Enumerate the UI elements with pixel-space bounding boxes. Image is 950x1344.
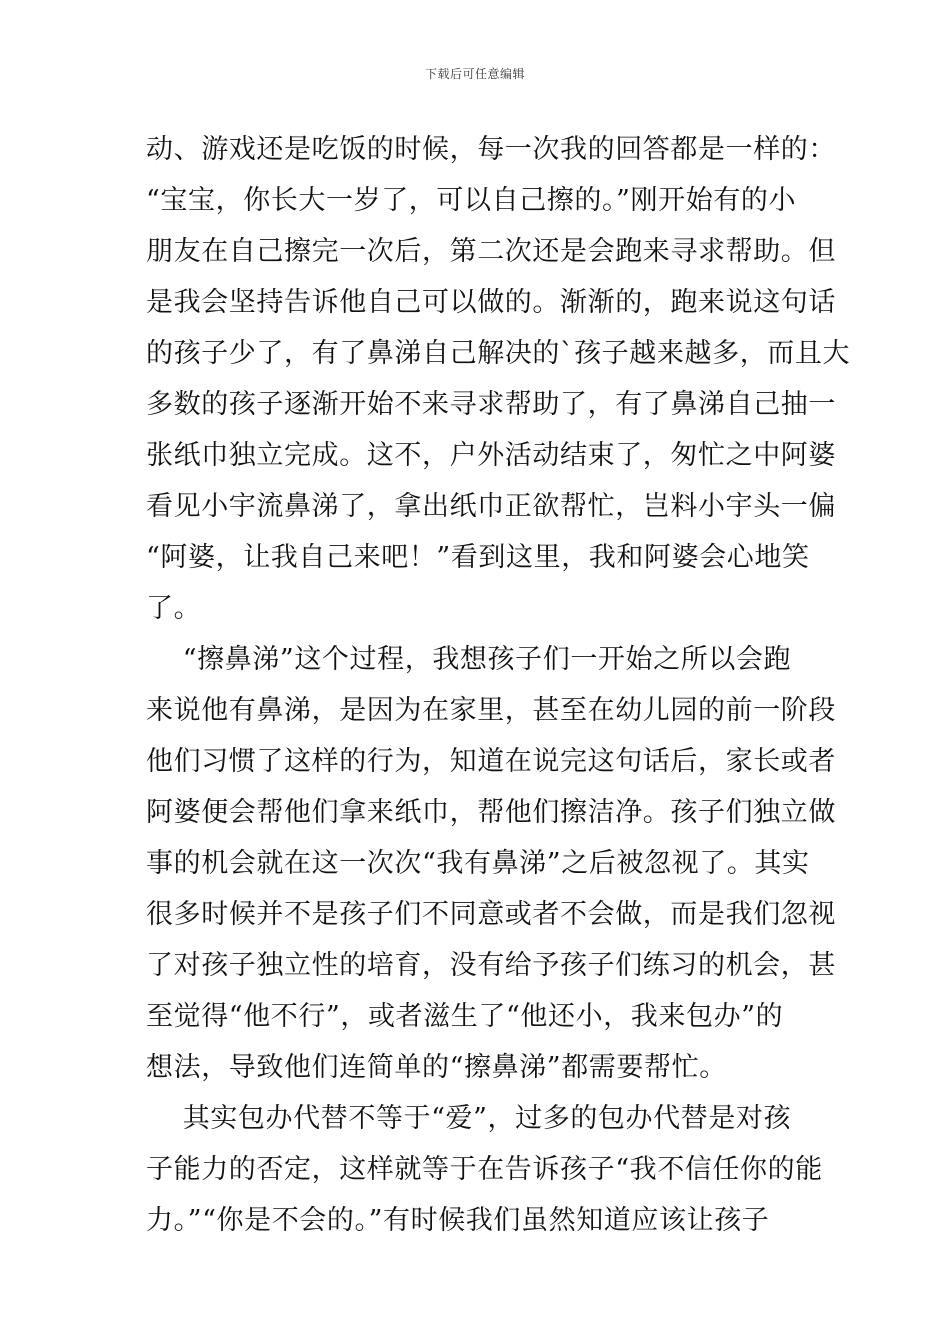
text-line: 是我会坚持告诉他自己可以做的。渐渐的，跑来说这句话 xyxy=(146,287,836,318)
text-line: 阿婆便会帮他们拿来纸巾，帮他们擦洁净。孩子们独立做 xyxy=(146,797,836,828)
text-line: 的孩子少了，有了鼻涕自己解决的`孩子越来越多，而且大 xyxy=(146,338,851,369)
text-line: 想法，导致他们连简单的“擦鼻涕”都需要帮忙。 xyxy=(146,1052,727,1083)
text-line: 子能力的否定，这样就等于在告诉孩子“我不信任你的能 xyxy=(146,1154,823,1185)
text-line: 他们习惯了这样的行为，知道在说完这句话后，家长或者 xyxy=(146,746,836,777)
text-line: 很多时候并不是孩子们不同意或者不会做，而是我们忽视 xyxy=(146,899,836,930)
text-line: 力。”“你是不会的。”有时候我们虽然知道应该让孩子 xyxy=(146,1205,770,1236)
text-line: 其实包办代替不等于“爱”，过多的包办代替是对孩 xyxy=(146,1103,792,1134)
text-line: 了对孩子独立性的培育，没有给予孩子们练习的机会，甚 xyxy=(146,950,836,981)
text-line: 朋友在自己擦完一次后，第二次还是会跑来寻求帮助。但 xyxy=(146,236,836,267)
text-line: 事的机会就在这一次次“我有鼻涕”之后被忽视了。其实 xyxy=(146,848,810,879)
text-line: 看见小宇流鼻涕了，拿出纸巾正欲帮忙，岂料小宇头一偏 xyxy=(146,491,836,522)
text-line: 至觉得“他不行”，或者滋生了“他还小，我来包办”的 xyxy=(146,1001,784,1032)
text-line: “擦鼻涕”这个过程，我想孩子们一开始之所以会跑 xyxy=(146,644,792,675)
text-line: 动、游戏还是吃饭的时候，每一次我的回答都是一样的： xyxy=(146,134,836,165)
text-line: “宝宝，你长大一岁了，可以自己擦的。”刚开始有的小 xyxy=(146,185,797,216)
header-note: 下载后可任意编辑 xyxy=(424,67,525,81)
text-line: 多数的孩子逐渐开始不来寻求帮助了，有了鼻涕自己抽一 xyxy=(146,389,836,420)
text-line: 来说他有鼻涕，是因为在家里，甚至在幼儿园的前一阶段 xyxy=(146,695,836,726)
document-body xyxy=(146,124,851,1246)
text-line: “阿婆，让我自己来吧！”看到这里，我和阿婆会心地笑 xyxy=(146,542,810,573)
text-line: 张纸巾独立完成。这不，户外活动结束了，匆忙之中阿婆 xyxy=(146,440,836,471)
text-line: 了。 xyxy=(146,593,202,624)
